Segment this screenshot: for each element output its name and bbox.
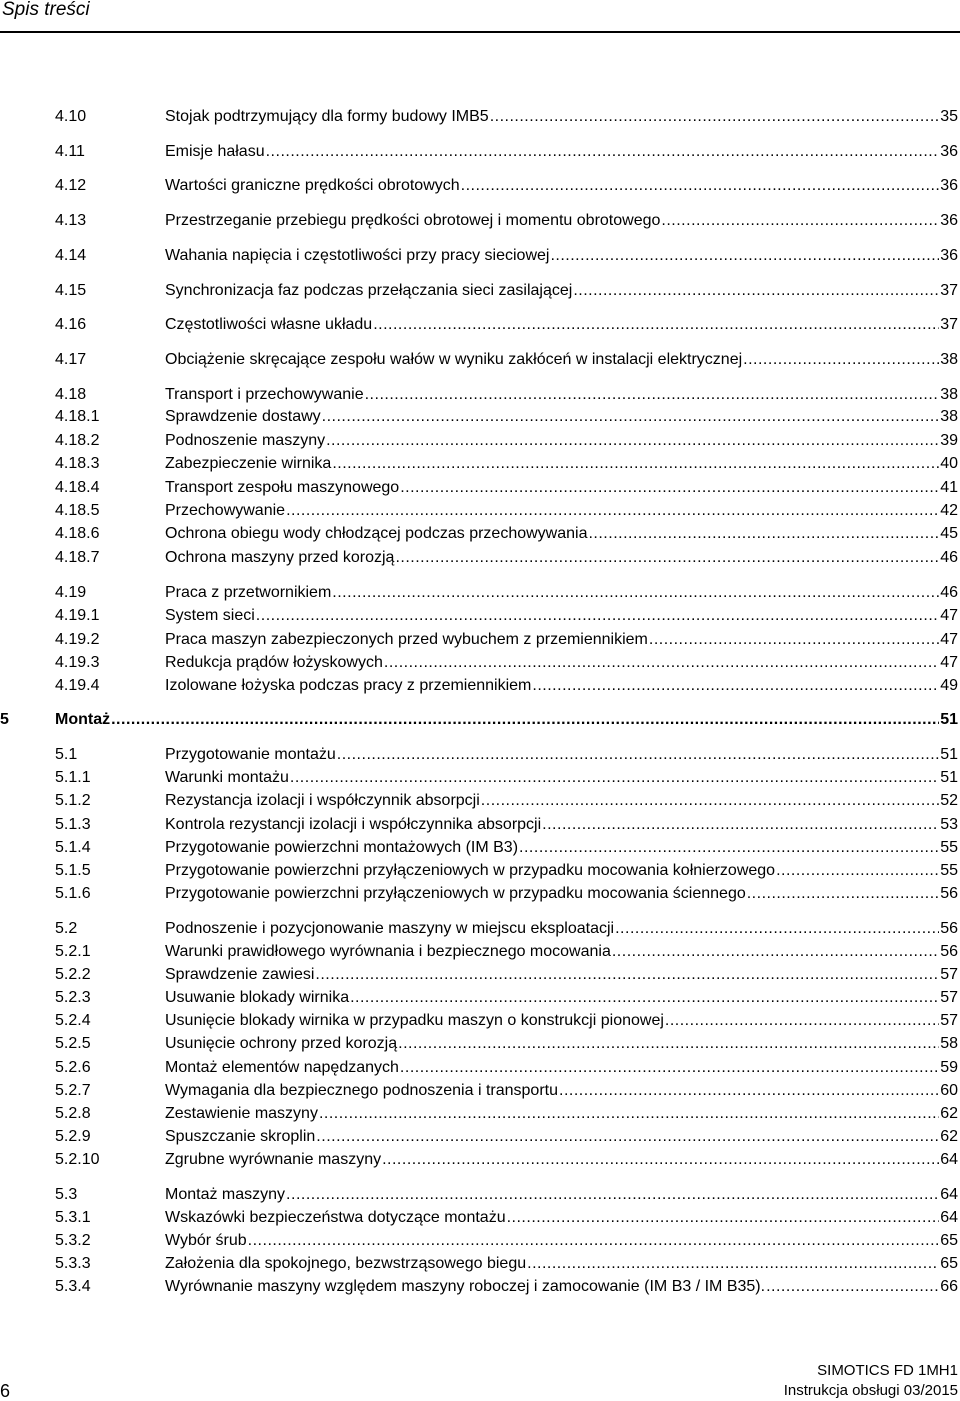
toc-entry-page: 46 — [940, 549, 958, 566]
toc-entry-page: 37 — [940, 316, 958, 333]
toc-entry-page: 56 — [940, 943, 958, 960]
toc-entry-line — [165, 836, 958, 859]
toc-entry[interactable] — [0, 1148, 960, 1171]
toc-entry-page: 38 — [940, 351, 958, 368]
toc-entry-title: Montaż maszyny — [165, 1186, 286, 1203]
toc-entry-number: 5.1.5 — [55, 862, 91, 879]
dot-leader — [248, 1229, 940, 1252]
toc-entry[interactable] — [0, 1102, 960, 1125]
toc-entry-line — [165, 476, 958, 499]
dot-leader — [776, 859, 939, 882]
toc-entry-line — [165, 244, 958, 267]
dot-leader — [400, 1056, 939, 1079]
toc-entry[interactable] — [0, 452, 960, 475]
toc-entry-number: 5.2.8 — [55, 1105, 91, 1122]
toc-entry[interactable] — [0, 789, 960, 812]
toc-entry-line — [165, 766, 958, 789]
toc-entry-line — [165, 917, 958, 940]
toc-entry-page: 38 — [940, 408, 958, 425]
dot-leader — [612, 940, 939, 963]
toc-entry[interactable] — [0, 174, 960, 197]
toc-entry-number: 4.19.3 — [55, 654, 100, 671]
toc-entry-page: 51 — [940, 711, 958, 728]
toc-entry-page: 36 — [940, 247, 958, 264]
toc-entry-title: Izolowane łożyska podczas pracy z przemiennikiem — [165, 677, 532, 694]
toc-entry[interactable] — [0, 1056, 960, 1079]
dot-leader — [365, 383, 940, 406]
toc-entry-number: 4.18 — [55, 386, 87, 403]
toc-entry[interactable] — [0, 1009, 960, 1032]
toc-entry[interactable] — [0, 383, 960, 406]
toc-entry-number: 4.10 — [55, 108, 87, 125]
dot-leader — [400, 476, 939, 499]
dot-leader — [665, 1009, 939, 1032]
toc-entry[interactable] — [0, 546, 960, 569]
toc-entry-page: 41 — [940, 479, 958, 496]
toc-entry-title: Sprawdzenie zawiesi — [165, 966, 315, 983]
toc-entry-number: 5.2.3 — [55, 989, 91, 1006]
toc-entry[interactable] — [0, 940, 960, 963]
footer-product-name: SIMOTICS FD 1MH1 — [817, 1362, 958, 1379]
toc-entry-title: System sieci — [165, 607, 255, 624]
toc-entry[interactable] — [0, 279, 960, 302]
toc-entry-page: 47 — [940, 607, 958, 624]
toc-entry-page: 47 — [940, 654, 958, 671]
toc-entry-line — [165, 405, 958, 428]
dot-leader — [661, 209, 939, 232]
toc-entry-title: Ochrona maszyny przed korozją — [165, 549, 395, 566]
toc-entry-number: 4.18.2 — [55, 432, 100, 449]
toc-entry-line — [165, 963, 958, 986]
dot-leader — [322, 405, 940, 428]
dot-leader — [373, 313, 939, 336]
toc-entry-number: 5.3.2 — [55, 1232, 91, 1249]
dot-leader — [532, 674, 939, 697]
toc-entry-page: 55 — [940, 839, 958, 856]
toc-entry-title: Wyrównanie maszyny względem maszyny roboczej i zamocowanie (IM B3 / IM B35). — [165, 1278, 766, 1295]
dot-leader — [615, 917, 939, 940]
toc-entry-title: Usuwanie blokady wirnika — [165, 989, 350, 1006]
toc-entry-number: 5.2.4 — [55, 1012, 91, 1029]
dot-leader — [519, 836, 939, 859]
dot-leader — [256, 604, 939, 627]
toc-entry-title: Montaż elementów napędzanych — [165, 1059, 399, 1076]
toc-entry-line — [165, 499, 958, 522]
dot-leader — [382, 1148, 939, 1171]
toc-entry-title: Praca z przetwornikiem — [165, 584, 332, 601]
dot-leader — [319, 1102, 939, 1125]
toc-entry-page: 66 — [940, 1278, 958, 1295]
toc-entry-page: 57 — [940, 1012, 958, 1029]
toc-entry-number: 5.1.1 — [55, 769, 91, 786]
dot-leader — [588, 522, 939, 545]
toc-entry-title: Wybór śrub — [165, 1232, 247, 1249]
dot-leader — [384, 651, 939, 674]
toc-entry-title: Sprawdzenie dostawy — [165, 408, 321, 425]
toc-entry-title: Przechowywanie — [165, 502, 286, 519]
dot-leader — [350, 986, 939, 1009]
toc-entry-page: 56 — [940, 920, 958, 937]
toc-entry-title: Montaż — [55, 711, 111, 728]
toc-entry-number: 4.18.1 — [55, 408, 100, 425]
toc-entry-number: 4.18.5 — [55, 502, 100, 519]
toc-entry-title: Wahania napięcia i częstotliwości przy pracy sieciowej — [165, 247, 550, 264]
toc-entry[interactable] — [0, 743, 960, 766]
toc-entry-page: 52 — [940, 792, 958, 809]
dot-leader — [315, 963, 939, 986]
toc-entry-line — [165, 813, 958, 836]
toc-entry-line — [165, 452, 958, 475]
toc-entry-title: Zestawienie maszyny — [165, 1105, 318, 1122]
toc-entry-number: 5.3 — [55, 1186, 78, 1203]
toc-entry[interactable] — [0, 405, 960, 428]
dot-leader — [316, 1125, 939, 1148]
toc-entry-number: 5.2.10 — [55, 1151, 100, 1168]
toc-entry[interactable] — [0, 836, 960, 859]
toc-entry-page: 65 — [940, 1255, 958, 1272]
toc-entry[interactable] — [0, 963, 960, 986]
toc-entry-number: 4.14 — [55, 247, 87, 264]
toc-entry-page: 39 — [940, 432, 958, 449]
toc-entry-number: 5.1 — [55, 746, 78, 763]
toc-entry-number: 4.18.7 — [55, 549, 100, 566]
toc-entry-number: 5.1.6 — [55, 885, 91, 902]
toc-entry-page: 38 — [940, 386, 958, 403]
toc-entry-number: 4.13 — [55, 212, 87, 229]
toc-entry-line — [165, 1275, 958, 1298]
toc-entry[interactable] — [0, 1032, 960, 1055]
toc-entry-number: 4.19.4 — [55, 677, 100, 694]
toc-entry[interactable] — [0, 1275, 960, 1298]
dot-leader — [573, 279, 939, 302]
toc-entry-number: 5.2.9 — [55, 1128, 91, 1145]
toc-entry-line — [165, 174, 958, 197]
toc-entry[interactable] — [0, 859, 960, 882]
toc-entry-title: Wartości graniczne prędkości obrotowych — [165, 177, 460, 194]
toc-entry-line — [165, 383, 958, 406]
toc-entry-line — [165, 986, 958, 1009]
toc-entry-line — [165, 313, 958, 336]
toc-entry-number: 4.19.1 — [55, 607, 100, 624]
dot-leader — [461, 174, 940, 197]
toc-entry-number: 5.1.3 — [55, 816, 91, 833]
toc-entry-page: 65 — [940, 1232, 958, 1249]
toc-entry-number: 4.19 — [55, 584, 87, 601]
dot-leader — [286, 499, 939, 522]
toc-entry-line — [165, 859, 958, 882]
toc-entry[interactable] — [0, 766, 960, 789]
toc-entry-line — [165, 789, 958, 812]
toc-entry-number: 4.19.2 — [55, 631, 100, 648]
header-divider — [0, 31, 960, 33]
toc-entry-line — [165, 1102, 958, 1125]
toc-entry-line — [165, 882, 958, 905]
toc-entry-title: Przygotowanie montażu — [165, 746, 336, 763]
toc-entry-page: 47 — [940, 631, 958, 648]
toc-entry-line — [165, 348, 958, 371]
toc-entry-number: 5.1.2 — [55, 792, 91, 809]
toc-entry-title: Podnoszenie maszyny — [165, 432, 326, 449]
toc-entry-title: Wskazówki bezpieczeństwa dotyczące montażu — [165, 1209, 506, 1226]
toc-entry[interactable] — [0, 1125, 960, 1148]
toc-entry-line — [165, 522, 958, 545]
toc-entry-number: 4.18.3 — [55, 455, 100, 472]
toc-entry-page: 59 — [940, 1059, 958, 1076]
dot-leader — [332, 581, 939, 604]
toc-entry-page: 55 — [940, 862, 958, 879]
toc-entry-title: Rezystancja izolacji i współczynnik absorpcji — [165, 792, 480, 809]
toc-entry-line — [165, 940, 958, 963]
toc-entry[interactable] — [0, 105, 960, 128]
toc-entry-title: Częstotliwości własne układu — [165, 316, 373, 333]
toc-entry-number: 5 — [0, 711, 9, 728]
toc-entry[interactable] — [0, 1079, 960, 1102]
dot-leader — [481, 789, 939, 812]
header-title: Spis treści — [2, 0, 90, 20]
toc-entry-page: 46 — [940, 584, 958, 601]
dot-leader — [649, 628, 939, 651]
toc-entry-line — [165, 1079, 958, 1102]
toc-entry-title: Ochrona obiegu wody chłodzącej podczas przechowywania — [165, 525, 588, 542]
toc-entry-line — [165, 604, 958, 627]
dot-leader — [490, 105, 940, 128]
toc-entry[interactable] — [0, 429, 960, 452]
toc-entry-line — [165, 1229, 958, 1252]
toc-entry[interactable] — [0, 140, 960, 163]
toc-entry-page: 36 — [940, 177, 958, 194]
toc-entry-line — [165, 743, 958, 766]
toc-entry-page: 42 — [940, 502, 958, 519]
toc-entry-page: 58 — [940, 1035, 958, 1052]
toc-entry-page: 64 — [940, 1186, 958, 1203]
toc-entry-page: 49 — [940, 677, 958, 694]
toc-entry[interactable] — [0, 674, 960, 697]
toc-entry-page: 36 — [940, 212, 958, 229]
toc-entry-page: 40 — [940, 455, 958, 472]
toc-entry-number: 5.2.7 — [55, 1082, 91, 1099]
toc-entry-number: 5.2 — [55, 920, 78, 937]
toc-entry-title: Warunki montażu — [165, 769, 289, 786]
toc-entry-title: Praca maszyn zabezpieczonych przed wybuchem z przemiennikiem — [165, 631, 648, 648]
toc-entry-number: 4.16 — [55, 316, 87, 333]
toc-entry[interactable] — [0, 813, 960, 836]
toc-entry-page: 64 — [940, 1209, 958, 1226]
toc-entry[interactable] — [0, 1229, 960, 1252]
toc-entry-page: 62 — [940, 1128, 958, 1145]
toc-entry-title: Wymagania dla bezpiecznego podnoszenia i transportu — [165, 1082, 558, 1099]
toc-entry-page: 62 — [940, 1105, 958, 1122]
toc-entry-line — [165, 105, 958, 128]
toc-entry-title: Przygotowanie powierzchni przyłączeniowych w przypadku mocowania kołnierzowego — [165, 862, 776, 879]
toc-entry[interactable] — [0, 1206, 960, 1229]
dot-leader — [111, 708, 939, 731]
toc-entry[interactable] — [0, 476, 960, 499]
toc-entry-title: Zgrubne wyrównanie maszyny — [165, 1151, 382, 1168]
toc-entry-line — [165, 279, 958, 302]
toc-entry-title: Usunięcie blokady wirnika w przypadku maszyn o konstrukcji pionowej — [165, 1012, 664, 1029]
toc-entry-page: 57 — [940, 989, 958, 1006]
toc-entry-line — [55, 708, 958, 731]
dot-leader — [266, 140, 940, 163]
toc-entry[interactable] — [0, 604, 960, 627]
dot-leader — [743, 348, 939, 371]
toc-entry[interactable] — [0, 917, 960, 940]
dot-leader — [766, 1275, 939, 1298]
toc-entry-title: Kontrola rezystancji izolacji i współczynnika absorpcji — [165, 816, 542, 833]
toc-entry-number: 4.11 — [55, 143, 85, 160]
dot-leader — [337, 743, 939, 766]
toc-entry-title: Założenia dla spokojnego, bezwstrząsowego biegu — [165, 1255, 527, 1272]
toc-entry-title: Redukcja prądów łożyskowych — [165, 654, 383, 671]
toc-entry[interactable] — [0, 313, 960, 336]
toc-entry-number: 4.18.4 — [55, 479, 100, 496]
toc-entry[interactable] — [0, 348, 960, 371]
toc-entry-number: 5.2.1 — [55, 943, 91, 960]
toc-entry[interactable] — [0, 986, 960, 1009]
toc-entry-title: Stojak podtrzymujący dla formy budowy IMB5 — [165, 108, 489, 125]
toc-entry[interactable] — [0, 581, 960, 604]
toc-entry-title: Przygotowanie powierzchni przyłączeniowych w przypadku mocowania ściennego — [165, 885, 746, 902]
toc-entry-title: Synchronizacja faz podczas przełączania sieci zasilającej — [165, 282, 573, 299]
dot-leader — [286, 1183, 939, 1206]
toc-entry-page: 35 — [940, 108, 958, 125]
toc-entry-title: Podnoszenie i pozycjonowanie maszyny w miejscu eksploatacji — [165, 920, 615, 937]
dot-leader — [398, 1032, 939, 1055]
toc-entry-page: 57 — [940, 966, 958, 983]
toc-entry[interactable] — [0, 708, 960, 731]
toc-entry-line — [165, 1183, 958, 1206]
toc-entry-line — [165, 546, 958, 569]
toc-entry[interactable] — [0, 499, 960, 522]
dot-leader — [507, 1206, 940, 1229]
toc-entry-title: Transport zespołu maszynowego — [165, 479, 400, 496]
toc-entry-page: 53 — [940, 816, 958, 833]
toc-entry-number: 5.3.3 — [55, 1255, 91, 1272]
toc-entry-line — [165, 429, 958, 452]
toc-entry-page: 51 — [940, 746, 958, 763]
toc-entry-line — [165, 1125, 958, 1148]
page-number: 6 — [0, 1381, 11, 1401]
toc-entry-title: Transport i przechowywanie — [165, 386, 364, 403]
toc-entry-line — [165, 140, 958, 163]
toc-entry-number: 5.1.4 — [55, 839, 91, 856]
toc-entry[interactable] — [0, 1252, 960, 1275]
toc-entry-line — [165, 651, 958, 674]
toc-entry[interactable] — [0, 209, 960, 232]
toc-entry-number: 4.12 — [55, 177, 87, 194]
toc-entry-page: 60 — [940, 1082, 958, 1099]
dot-leader — [326, 429, 939, 452]
toc-entry-line — [165, 628, 958, 651]
toc-entry-title: Spuszczanie skroplin — [165, 1128, 316, 1145]
toc-entry-title: Usunięcie ochrony przed korozją — [165, 1035, 398, 1052]
toc-entry-title: Emisje hałasu — [165, 143, 265, 160]
toc-entry[interactable] — [0, 522, 960, 545]
toc-entry[interactable] — [0, 1183, 960, 1206]
toc-entry-title: Zabezpieczenie wirnika — [165, 455, 332, 472]
toc-entry-line — [165, 1252, 958, 1275]
toc-entry-page: 51 — [940, 769, 958, 786]
dot-leader — [395, 546, 939, 569]
toc-entry-number: 5.2.2 — [55, 966, 91, 983]
toc-entry-line — [165, 209, 958, 232]
toc-entry-number: 4.18.6 — [55, 525, 100, 542]
toc-entry[interactable] — [0, 244, 960, 267]
toc-entry-number: 5.2.5 — [55, 1035, 91, 1052]
toc-entry-number: 5.3.1 — [55, 1209, 91, 1226]
toc-entry-line — [165, 1009, 958, 1032]
toc-entry-page: 45 — [940, 525, 958, 542]
dot-leader — [290, 766, 939, 789]
dot-leader — [332, 452, 939, 475]
toc-entry[interactable] — [0, 882, 960, 905]
toc-entry-line — [165, 1056, 958, 1079]
dot-leader — [747, 882, 939, 905]
toc-entry-number: 4.15 — [55, 282, 87, 299]
toc-entry-title: Warunki prawidłowego wyrównania i bezpiecznego mocowania — [165, 943, 611, 960]
toc-entry-number: 5.2.6 — [55, 1059, 91, 1076]
toc-entry-number: 5.3.4 — [55, 1278, 91, 1295]
toc-entry[interactable] — [0, 651, 960, 674]
dot-leader — [559, 1079, 939, 1102]
toc-entry-title: Obciążenie skręcające zespołu wałów w wyniku zakłóceń w instalacji elektrycznej — [165, 351, 743, 368]
dot-leader — [542, 813, 939, 836]
toc-entry-page: 56 — [940, 885, 958, 902]
toc-entry[interactable] — [0, 628, 960, 651]
dot-leader — [550, 244, 939, 267]
toc-entry-line — [165, 581, 958, 604]
toc-entry-line — [165, 1148, 958, 1171]
toc-entry-line — [165, 1206, 958, 1229]
toc-entry-page: 64 — [940, 1151, 958, 1168]
toc-entry-number: 4.17 — [55, 351, 87, 368]
toc-entry-title: Przygotowanie powierzchni montażowych (IM B3) — [165, 839, 519, 856]
toc-entry-page: 37 — [940, 282, 958, 299]
footer-document-name: Instrukcja obsługi 03/2015 — [783, 1382, 958, 1399]
toc-entry-page: 36 — [940, 143, 958, 160]
dot-leader — [527, 1252, 939, 1275]
toc-entry-title: Przestrzeganie przebiegu prędkości obrotowej i momentu obrotowego — [165, 212, 661, 229]
toc-entry-line — [165, 674, 958, 697]
toc-entry-line — [165, 1032, 958, 1055]
